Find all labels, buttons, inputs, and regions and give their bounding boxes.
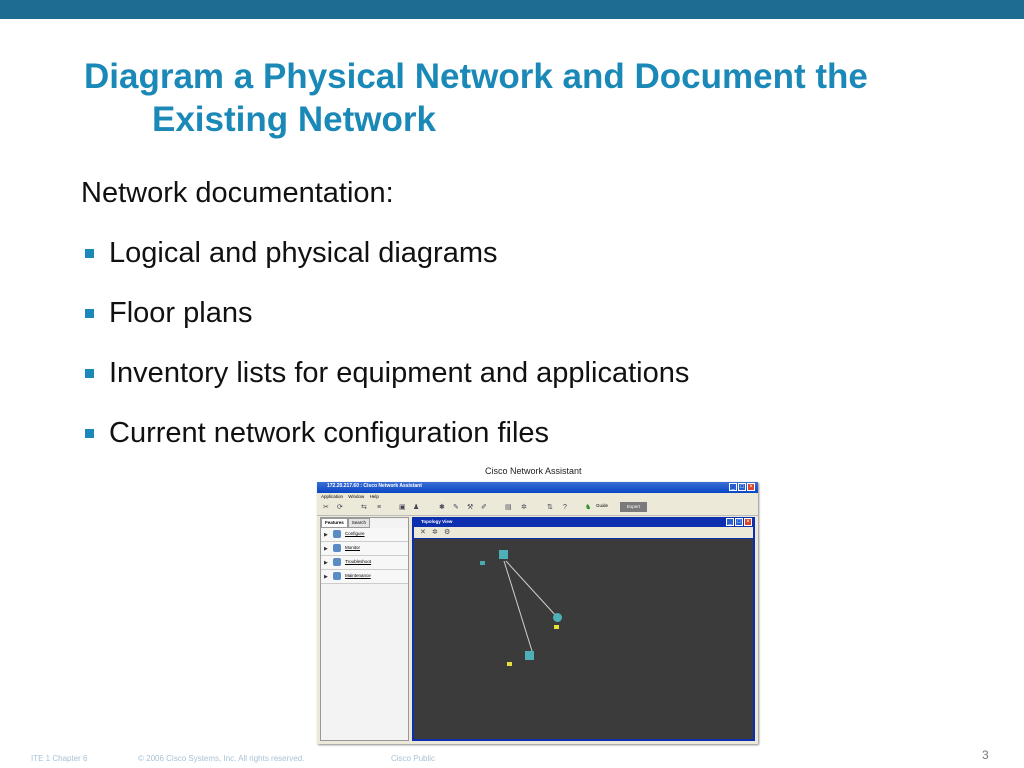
footer-course: ITE 1 Chapter 6 (31, 754, 88, 763)
feature-maintenance[interactable] (321, 570, 408, 584)
filter-icon[interactable]: ⚙ (444, 529, 451, 536)
switch-node-label (480, 561, 485, 565)
close-icon[interactable]: × (744, 518, 752, 526)
bullet-item (81, 357, 689, 417)
bullet-item (81, 297, 689, 357)
tab-search[interactable]: Search (348, 518, 370, 528)
topology-canvas[interactable] (414, 539, 753, 739)
troubleshoot-icon (333, 558, 341, 566)
topology-titlebar (412, 517, 755, 527)
tab-features[interactable]: Features (321, 518, 348, 528)
window-titlebar (317, 482, 758, 493)
tools-icon[interactable]: ⚒ (467, 504, 474, 511)
guide-icon[interactable]: ♞ (585, 504, 592, 511)
router-node-icon[interactable] (553, 613, 562, 622)
feature-troubleshoot[interactable] (321, 556, 408, 570)
bullet-square-icon (85, 369, 94, 378)
lightbulb-icon[interactable]: ✱ (439, 504, 445, 511)
menu-bar (317, 493, 758, 501)
menu-application[interactable]: Application (321, 494, 344, 499)
switch-node-label (507, 662, 512, 666)
feature-label: Troubleshoot (345, 559, 372, 564)
connect-icon[interactable]: ✂ (323, 504, 329, 511)
expand-arrow-icon[interactable]: ▶ (324, 560, 328, 566)
topology-title: Topology View (421, 519, 453, 524)
minimize-icon[interactable]: _ (726, 518, 734, 526)
switch-node-icon[interactable] (525, 651, 534, 660)
feature-label: Monitor (345, 545, 361, 550)
layout-icon[interactable]: ✕ (420, 529, 426, 536)
maximize-icon[interactable]: □ (738, 483, 746, 491)
menu-window[interactable]: Window (348, 494, 365, 499)
features-tabs (321, 518, 408, 526)
menu-help[interactable]: Help (369, 494, 379, 499)
title-line-2: Existing Network (152, 100, 436, 139)
feature-monitor[interactable] (321, 542, 408, 556)
close-icon[interactable]: × (747, 483, 755, 491)
router-node-label (554, 625, 559, 629)
minimize-icon[interactable]: _ (729, 483, 737, 491)
maintenance-icon (333, 572, 341, 580)
footer-copyright: © 2006 Cisco Systems, Inc. All rights reserved. (138, 754, 305, 763)
bullet-text: Floor plans (109, 297, 253, 329)
expand-arrow-icon[interactable]: ▶ (324, 574, 328, 580)
disk-icon[interactable]: ▣ (399, 504, 406, 511)
top-bar (0, 0, 1024, 19)
device-icon[interactable]: ▤ (505, 504, 512, 511)
topology-icon[interactable]: ✲ (432, 529, 438, 536)
monitor-icon (333, 544, 341, 552)
edit-icon[interactable]: ✐ (481, 504, 487, 511)
bullet-item (81, 237, 689, 297)
title-line-1: Diagram a Physical Network and Document the (84, 57, 868, 96)
bullet-square-icon (85, 249, 94, 258)
wizard-icon[interactable]: ✎ (453, 504, 459, 511)
maximize-icon[interactable]: □ (735, 518, 743, 526)
bullet-item (81, 417, 689, 477)
footer-classification: Cisco Public (391, 754, 436, 763)
switch-node-icon[interactable] (499, 550, 508, 559)
expert-mode-button[interactable]: Expert (620, 502, 647, 512)
bullet-text: Current network configuration files (109, 417, 550, 449)
list-icon[interactable]: ≡ (377, 504, 382, 511)
feature-label: Configure (345, 531, 365, 536)
bullet-list (81, 237, 689, 477)
page-number: 3 (982, 748, 989, 762)
bullet-square-icon (85, 429, 94, 438)
topology-window (412, 517, 755, 741)
cna-screenshot (317, 482, 758, 744)
feature-configure[interactable] (321, 528, 408, 542)
sort-icon[interactable]: ⇅ (547, 504, 553, 511)
feature-label: Maintenance (345, 573, 371, 578)
toolbar (317, 501, 758, 516)
topology-toolbar (414, 527, 753, 538)
screenshot-caption: Cisco Network Assistant (485, 466, 582, 476)
slide-title (84, 55, 1004, 141)
bullet-text: Logical and physical diagrams (109, 237, 498, 269)
expand-arrow-icon[interactable]: ▶ (324, 546, 328, 552)
refresh-icon[interactable]: ⟳ (337, 504, 343, 511)
window-title: 172.20.217.60 : Cisco Network Assistant (327, 483, 422, 489)
expand-arrow-icon[interactable]: ▶ (324, 532, 328, 538)
bullet-text: Inventory lists for equipment and applications (109, 357, 690, 389)
guide-mode-button[interactable]: Guide (596, 503, 609, 508)
bullet-square-icon (85, 309, 94, 318)
features-pane (320, 517, 409, 741)
help-icon[interactable]: ? (563, 504, 567, 511)
save-config-icon[interactable]: ⇆ (361, 504, 367, 511)
intro-text: Network documentation: (81, 177, 394, 209)
topology-links (414, 539, 753, 739)
configure-icon (333, 530, 341, 538)
users-icon[interactable]: ♟ (413, 504, 420, 511)
topology-icon[interactable]: ✲ (521, 504, 527, 511)
